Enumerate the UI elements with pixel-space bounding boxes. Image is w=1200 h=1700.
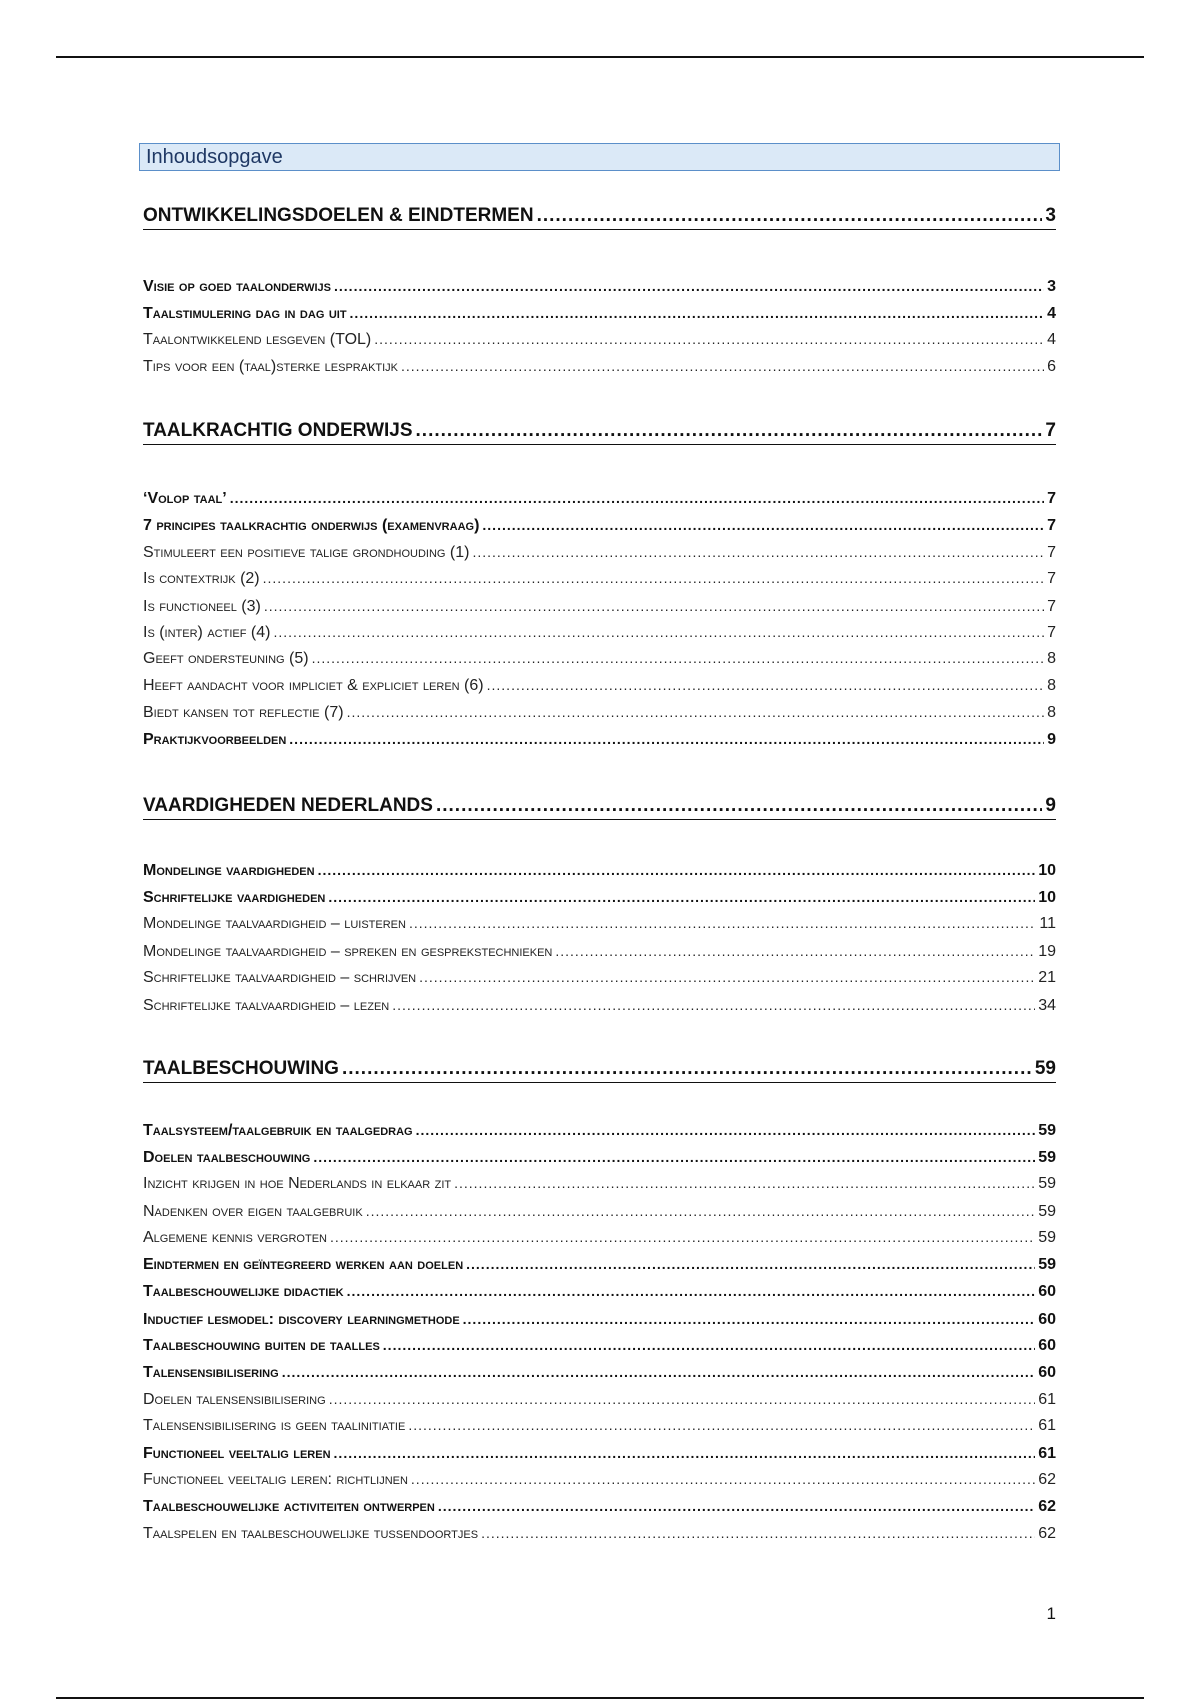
dot-leader [537, 205, 1043, 227]
toc-entry-title: Inzicht krijgen in hoe Nederlands in elkaar zit [143, 1175, 452, 1192]
toc-entry-page: 61 [1038, 1391, 1056, 1408]
dot-leader [342, 1058, 1032, 1080]
toc-entry[interactable] [143, 1391, 1056, 1409]
toc-entry-title: VAARDIGHEDEN NEDERLANDS [143, 795, 433, 816]
toc-entry[interactable] [143, 517, 1056, 535]
toc-entry-title: Talensensibilisering is geen taalinitiatie [143, 1417, 406, 1434]
toc-entry-page: 7 [1047, 570, 1056, 587]
toc-entry-page: 61 [1038, 1445, 1056, 1462]
toc-heading: Inhoudsopgave [139, 143, 1060, 171]
toc-entry-title: Taalstimulering dag in dag uit [143, 305, 347, 322]
toc-entry-title: Schriftelijke vaardigheden [143, 889, 326, 906]
toc-entry[interactable] [143, 1256, 1056, 1274]
toc-entry-title: Taalontwikkelend lesgeven (TOL) [143, 331, 372, 348]
toc-entry-title: Heeft aandacht voor impliciet & expliciet leren (6) [143, 677, 484, 694]
toc-entry[interactable] [143, 1175, 1056, 1193]
toc-entry[interactable] [143, 278, 1056, 296]
toc-entry-title: Mondelinge taalvaardigheid – luisteren [143, 915, 406, 932]
dot-leader [273, 624, 1044, 642]
toc-entry-page: 34 [1038, 997, 1056, 1014]
toc-entry-page: 59 [1034, 1058, 1056, 1079]
toc-entry-title: TAALBESCHOUWING [143, 1058, 339, 1079]
toc-entry[interactable] [143, 1058, 1056, 1083]
toc-entry-page: 9 [1045, 795, 1056, 816]
toc-entry-page: 10 [1038, 862, 1056, 879]
toc-entry[interactable] [143, 1445, 1056, 1463]
toc-entry-page: 3 [1045, 205, 1056, 226]
toc-entry-page: 62 [1038, 1498, 1056, 1515]
toc-entry[interactable] [143, 650, 1056, 668]
toc-entry[interactable] [143, 358, 1056, 376]
toc-entry-page: 59 [1038, 1122, 1056, 1139]
page-number: 1 [1046, 1604, 1056, 1623]
toc-entry-page: 62 [1038, 1471, 1056, 1488]
toc-entry-page: 59 [1038, 1229, 1056, 1246]
toc-entry[interactable] [143, 731, 1056, 749]
dot-leader [416, 420, 1043, 442]
dot-leader [436, 795, 1042, 817]
toc-entry-title: Stimuleert een positieve talige grondhouding (1) [143, 544, 470, 561]
dot-leader [472, 544, 1044, 562]
toc-entry[interactable] [143, 862, 1056, 880]
toc-entry-page: 59 [1038, 1149, 1056, 1166]
toc-entry-title: Praktijkvoorbeelden [143, 731, 287, 748]
toc-entry[interactable] [143, 1203, 1056, 1221]
toc-entry[interactable] [143, 1337, 1056, 1355]
dot-leader [318, 862, 1036, 880]
toc-entry[interactable] [143, 1283, 1056, 1301]
toc-entry[interactable] [143, 598, 1056, 616]
toc-entry-title: Taalspelen en taalbeschouwelijke tussendoortjes [143, 1525, 479, 1542]
toc-entry[interactable] [143, 943, 1056, 961]
toc-entry-title: Taalbeschouwing buiten de taalles [143, 1337, 380, 1354]
toc-entry[interactable] [143, 1471, 1056, 1489]
toc-entry-title: TAALKRACHTIG ONDERWIJS [143, 420, 413, 441]
toc-entry-page: 59 [1038, 1203, 1056, 1220]
toc-entry[interactable] [143, 544, 1056, 562]
toc-entry-page: 11 [1039, 915, 1056, 932]
toc-entry-title: Schriftelijke taalvaardigheid – lezen [143, 997, 390, 1014]
footer-rule [56, 1697, 1144, 1699]
toc-entry-page: 7 [1047, 544, 1056, 561]
toc-entry-page: 6 [1047, 358, 1056, 375]
dot-leader [374, 331, 1044, 349]
dot-leader [312, 650, 1045, 668]
dot-leader [463, 1311, 1036, 1329]
toc-entry-title: Inductief lesmodel: discovery learningmethode [143, 1311, 460, 1328]
toc-entry-title: Mondelinge vaardigheden [143, 862, 315, 879]
dot-leader [282, 1364, 1036, 1382]
toc-entry-page: 8 [1047, 677, 1056, 694]
dot-leader [555, 943, 1035, 961]
toc-entry-page: 7 [1047, 598, 1056, 615]
toc-entry[interactable] [143, 570, 1056, 588]
toc-entry[interactable] [143, 1525, 1056, 1543]
toc-entry-title: Mondelinge taalvaardigheid – spreken en gesprekstechnieken [143, 943, 553, 960]
toc-entry-page: 8 [1047, 704, 1056, 721]
toc-entry-page: 60 [1038, 1311, 1056, 1328]
toc-entry-page: 59 [1038, 1175, 1056, 1192]
toc-entry[interactable] [143, 1149, 1056, 1167]
toc-entry-page: 21 [1038, 969, 1056, 986]
toc-entry-title: Nadenken over eigen taalgebruik [143, 1203, 363, 1220]
toc-entry-title: Taalsysteem/taalgebruik en taalgedrag [143, 1122, 413, 1139]
dot-leader [481, 1525, 1035, 1543]
toc-entry[interactable] [143, 490, 1056, 508]
dot-leader [392, 997, 1035, 1015]
dot-leader [334, 278, 1044, 296]
toc-entry[interactable] [143, 795, 1056, 820]
toc-entry-title: Algemene kennis vergroten [143, 1229, 327, 1246]
dot-leader [383, 1337, 1035, 1355]
dot-leader [264, 598, 1044, 616]
toc-entry-title: Talensensibilisering [143, 1364, 279, 1381]
toc-entry-title: Eindtermen en geïntegreerd werken aan doelen [143, 1256, 464, 1273]
dot-leader [454, 1175, 1035, 1193]
dot-leader [289, 731, 1044, 749]
toc-entry-page: 60 [1038, 1337, 1056, 1354]
dot-leader [366, 1203, 1036, 1221]
toc-entry-page: 8 [1047, 650, 1056, 667]
toc-entry-page: 10 [1038, 889, 1056, 906]
toc-entry-title: Geeft ondersteuning (5) [143, 650, 309, 667]
toc-entry-title: Is functioneel (3) [143, 598, 261, 615]
toc-entry-title: Doelen taalbeschouwing [143, 1149, 311, 1166]
toc-entry-title: 7 principes taalkrachtig onderwijs (examenvraag) [143, 517, 480, 534]
toc-entry[interactable] [143, 969, 1056, 987]
toc-entry[interactable] [143, 1417, 1056, 1435]
toc-entry-page: 60 [1038, 1364, 1056, 1381]
toc-entry[interactable] [143, 677, 1056, 695]
toc-entry-title: Is contextrijk (2) [143, 570, 260, 587]
dot-leader [466, 1256, 1035, 1274]
toc-entry-title: ONTWIKKELINGSDOELEN & EINDTERMEN [143, 205, 534, 226]
toc-entry-title: Biedt kansen tot reflectie (7) [143, 704, 344, 721]
toc-entry-page: 62 [1038, 1525, 1056, 1542]
toc-entry-title: Visie op goed taalonderwijs [143, 278, 332, 295]
toc-entry-page: 7 [1047, 624, 1056, 641]
toc-entry-page: 7 [1045, 420, 1056, 441]
dot-leader [313, 1149, 1035, 1167]
toc-entry[interactable] [143, 624, 1056, 642]
dot-leader [411, 1471, 1035, 1489]
toc-entry[interactable] [143, 889, 1056, 907]
dot-leader [487, 677, 1044, 695]
dot-leader [416, 1122, 1036, 1140]
dot-leader [482, 517, 1044, 535]
dot-leader [230, 490, 1044, 508]
dot-leader [330, 1229, 1035, 1247]
header-rule [56, 56, 1144, 58]
toc-entry-page: 4 [1047, 331, 1056, 348]
dot-leader [438, 1498, 1035, 1516]
toc-entry[interactable] [143, 1498, 1056, 1516]
dot-leader [409, 915, 1036, 933]
dot-leader [350, 305, 1045, 323]
toc-entry[interactable] [143, 997, 1056, 1015]
toc-entry[interactable] [143, 305, 1056, 323]
toc-entry-title: Taalbeschouwelijke didactiek [143, 1283, 344, 1300]
toc-entry-page: 19 [1038, 943, 1056, 960]
toc-entry-title: Functioneel veeltalig leren [143, 1445, 331, 1462]
toc-entry-page: 59 [1038, 1256, 1056, 1273]
dot-leader [328, 889, 1035, 907]
toc-entry-title: Taalbeschouwelijke activiteiten ontwerpen [143, 1498, 435, 1515]
toc-entry-page: 61 [1038, 1417, 1056, 1434]
dot-leader [347, 704, 1044, 722]
toc-entry-page: 3 [1047, 278, 1056, 295]
dot-leader [347, 1283, 1036, 1301]
toc-entry-title: Tips voor een (taal)sterke lespraktijk [143, 358, 399, 375]
toc-entry-page: 4 [1047, 305, 1056, 322]
toc-entry-page: 7 [1047, 517, 1056, 534]
toc-entry-page: 60 [1038, 1283, 1056, 1300]
toc-entry[interactable] [143, 205, 1056, 230]
toc-entry[interactable] [143, 1364, 1056, 1382]
dot-leader [329, 1391, 1036, 1409]
toc-entry-title: Schriftelijke taalvaardigheid – schrijven [143, 969, 417, 986]
toc-entry-page: 9 [1047, 731, 1056, 748]
toc-entry-title: Doelen talensensibilisering [143, 1391, 326, 1408]
toc-entry-page: 7 [1047, 490, 1056, 507]
toc-entry-title: Is (inter) actief (4) [143, 624, 271, 641]
toc-entry[interactable] [143, 704, 1056, 722]
dot-leader [419, 969, 1035, 987]
toc-entry-title: ‘Volop taal’ [143, 490, 227, 507]
dot-leader [408, 1417, 1035, 1435]
dot-leader [263, 570, 1044, 588]
toc-entry[interactable] [143, 1311, 1056, 1329]
toc-entry-title: Functioneel veeltalig leren: richtlijnen [143, 1471, 408, 1488]
dot-leader [401, 358, 1044, 376]
toc-entry[interactable] [143, 1229, 1056, 1247]
toc-entry[interactable] [143, 420, 1056, 445]
dot-leader [334, 1445, 1036, 1463]
toc-entry[interactable] [143, 1122, 1056, 1140]
toc-entry[interactable] [143, 331, 1056, 349]
toc-entry[interactable] [143, 915, 1056, 933]
